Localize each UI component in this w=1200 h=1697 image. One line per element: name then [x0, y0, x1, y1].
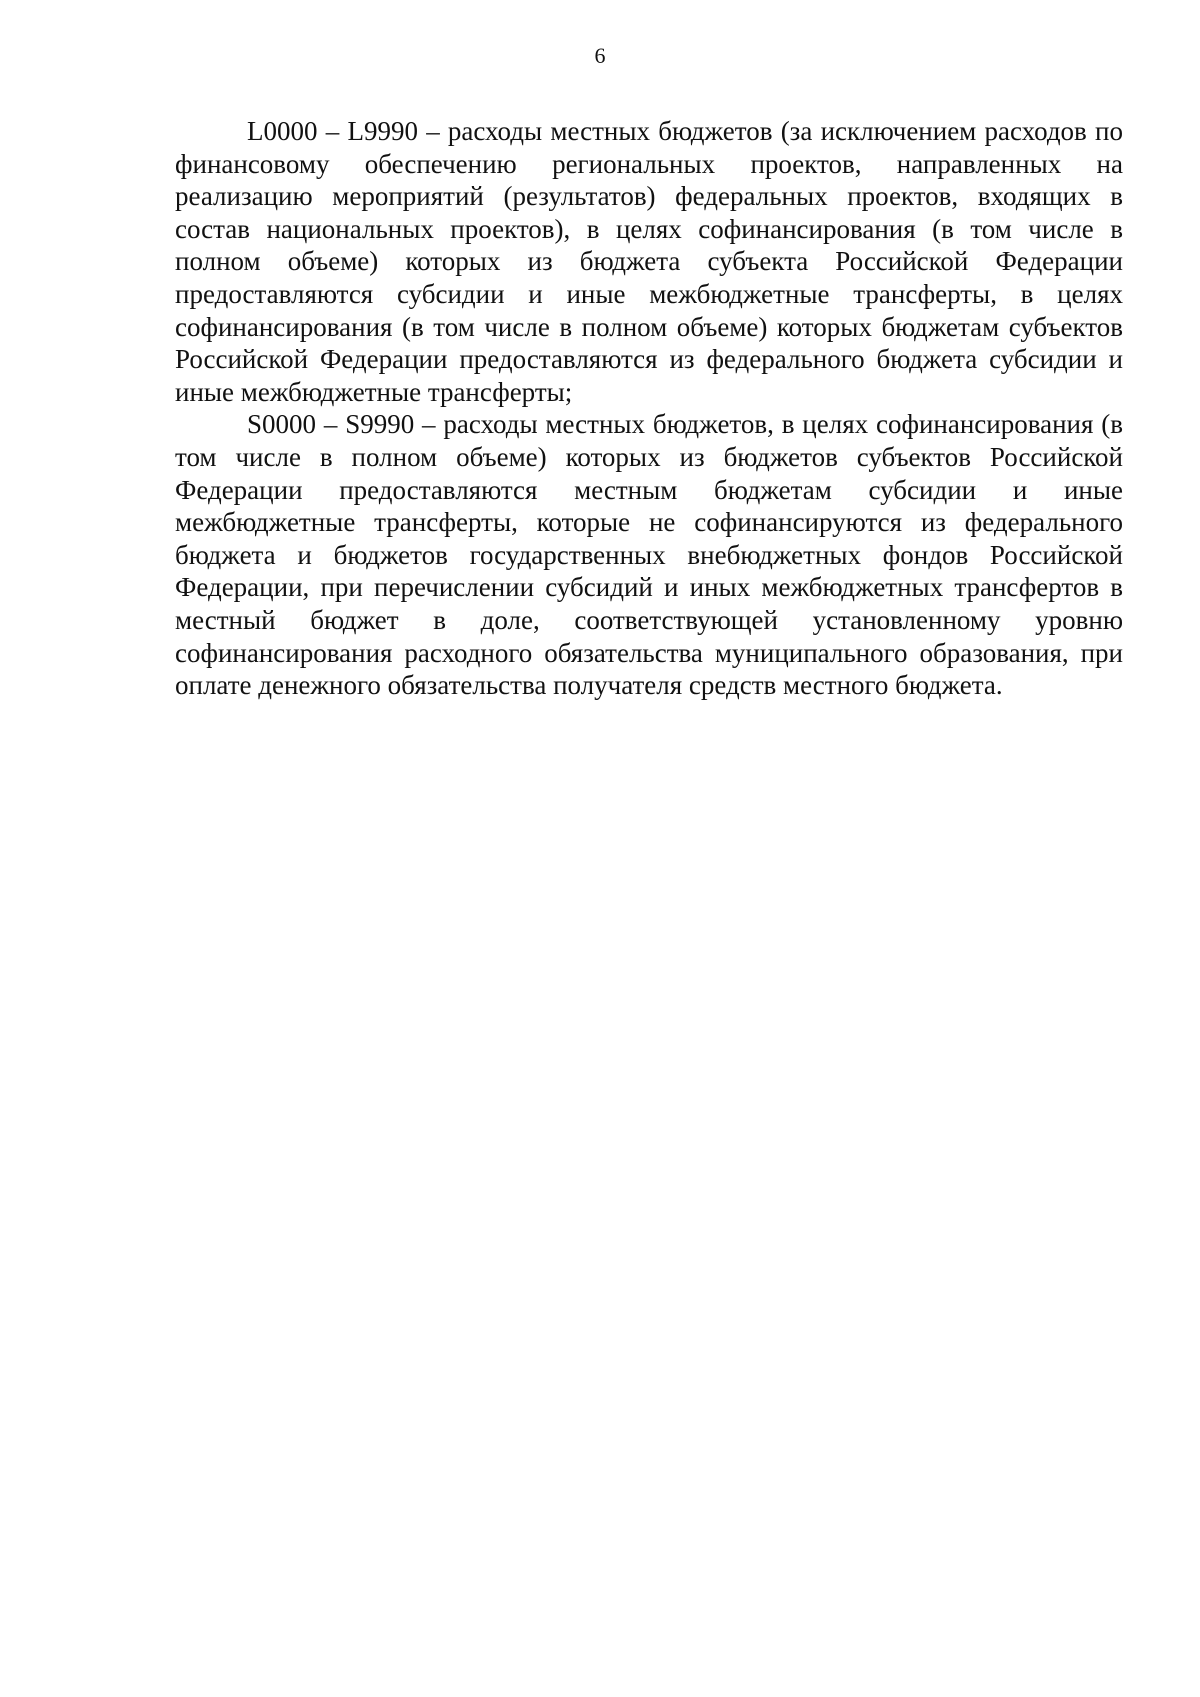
- document-body: [175, 115, 1123, 702]
- page-number: 6: [594, 43, 606, 68]
- paragraph-l-codes: L0000 – L9990 – расходы местных бюджетов (за исключением расходов по финансовому обеспечению региональных проектов, направленных на реализацию мероприятий (результатов) федеральных проектов, входящих в состав национальных проектов), в целях софинансирования (в том числе в полном объеме) которых из бюджета субъекта Российской Федерации предоставляются субсидии и иные межбюджетные трансферты, в целях софинансирования (в том числе в полном объеме) которых бюджетам субъектов Российской Федерации предоставляются из федерального бюджета субсидии и иные межбюджетные трансферты;: [175, 116, 1123, 407]
- paragraph-s-codes: S0000 – S9990 – расходы местных бюджетов, в целях софинансирования (в том числе в полном объеме) которых из бюджетов субъектов Российской Федерации предоставляются местным бюджетам субсидии и иные межбюджетные трансферты, которые не софинансируются из федерального бюджета и бюджетов государственных внебюджетных фондов Российской Федерации, при перечислении субсидий и иных межбюджетных трансфертов в местный бюджет в доле, соответствующей установленному уровню софинансирования расходного обязательства муниципального образования, при оплате денежного обязательства получателя средств местного бюджета.: [175, 409, 1123, 701]
